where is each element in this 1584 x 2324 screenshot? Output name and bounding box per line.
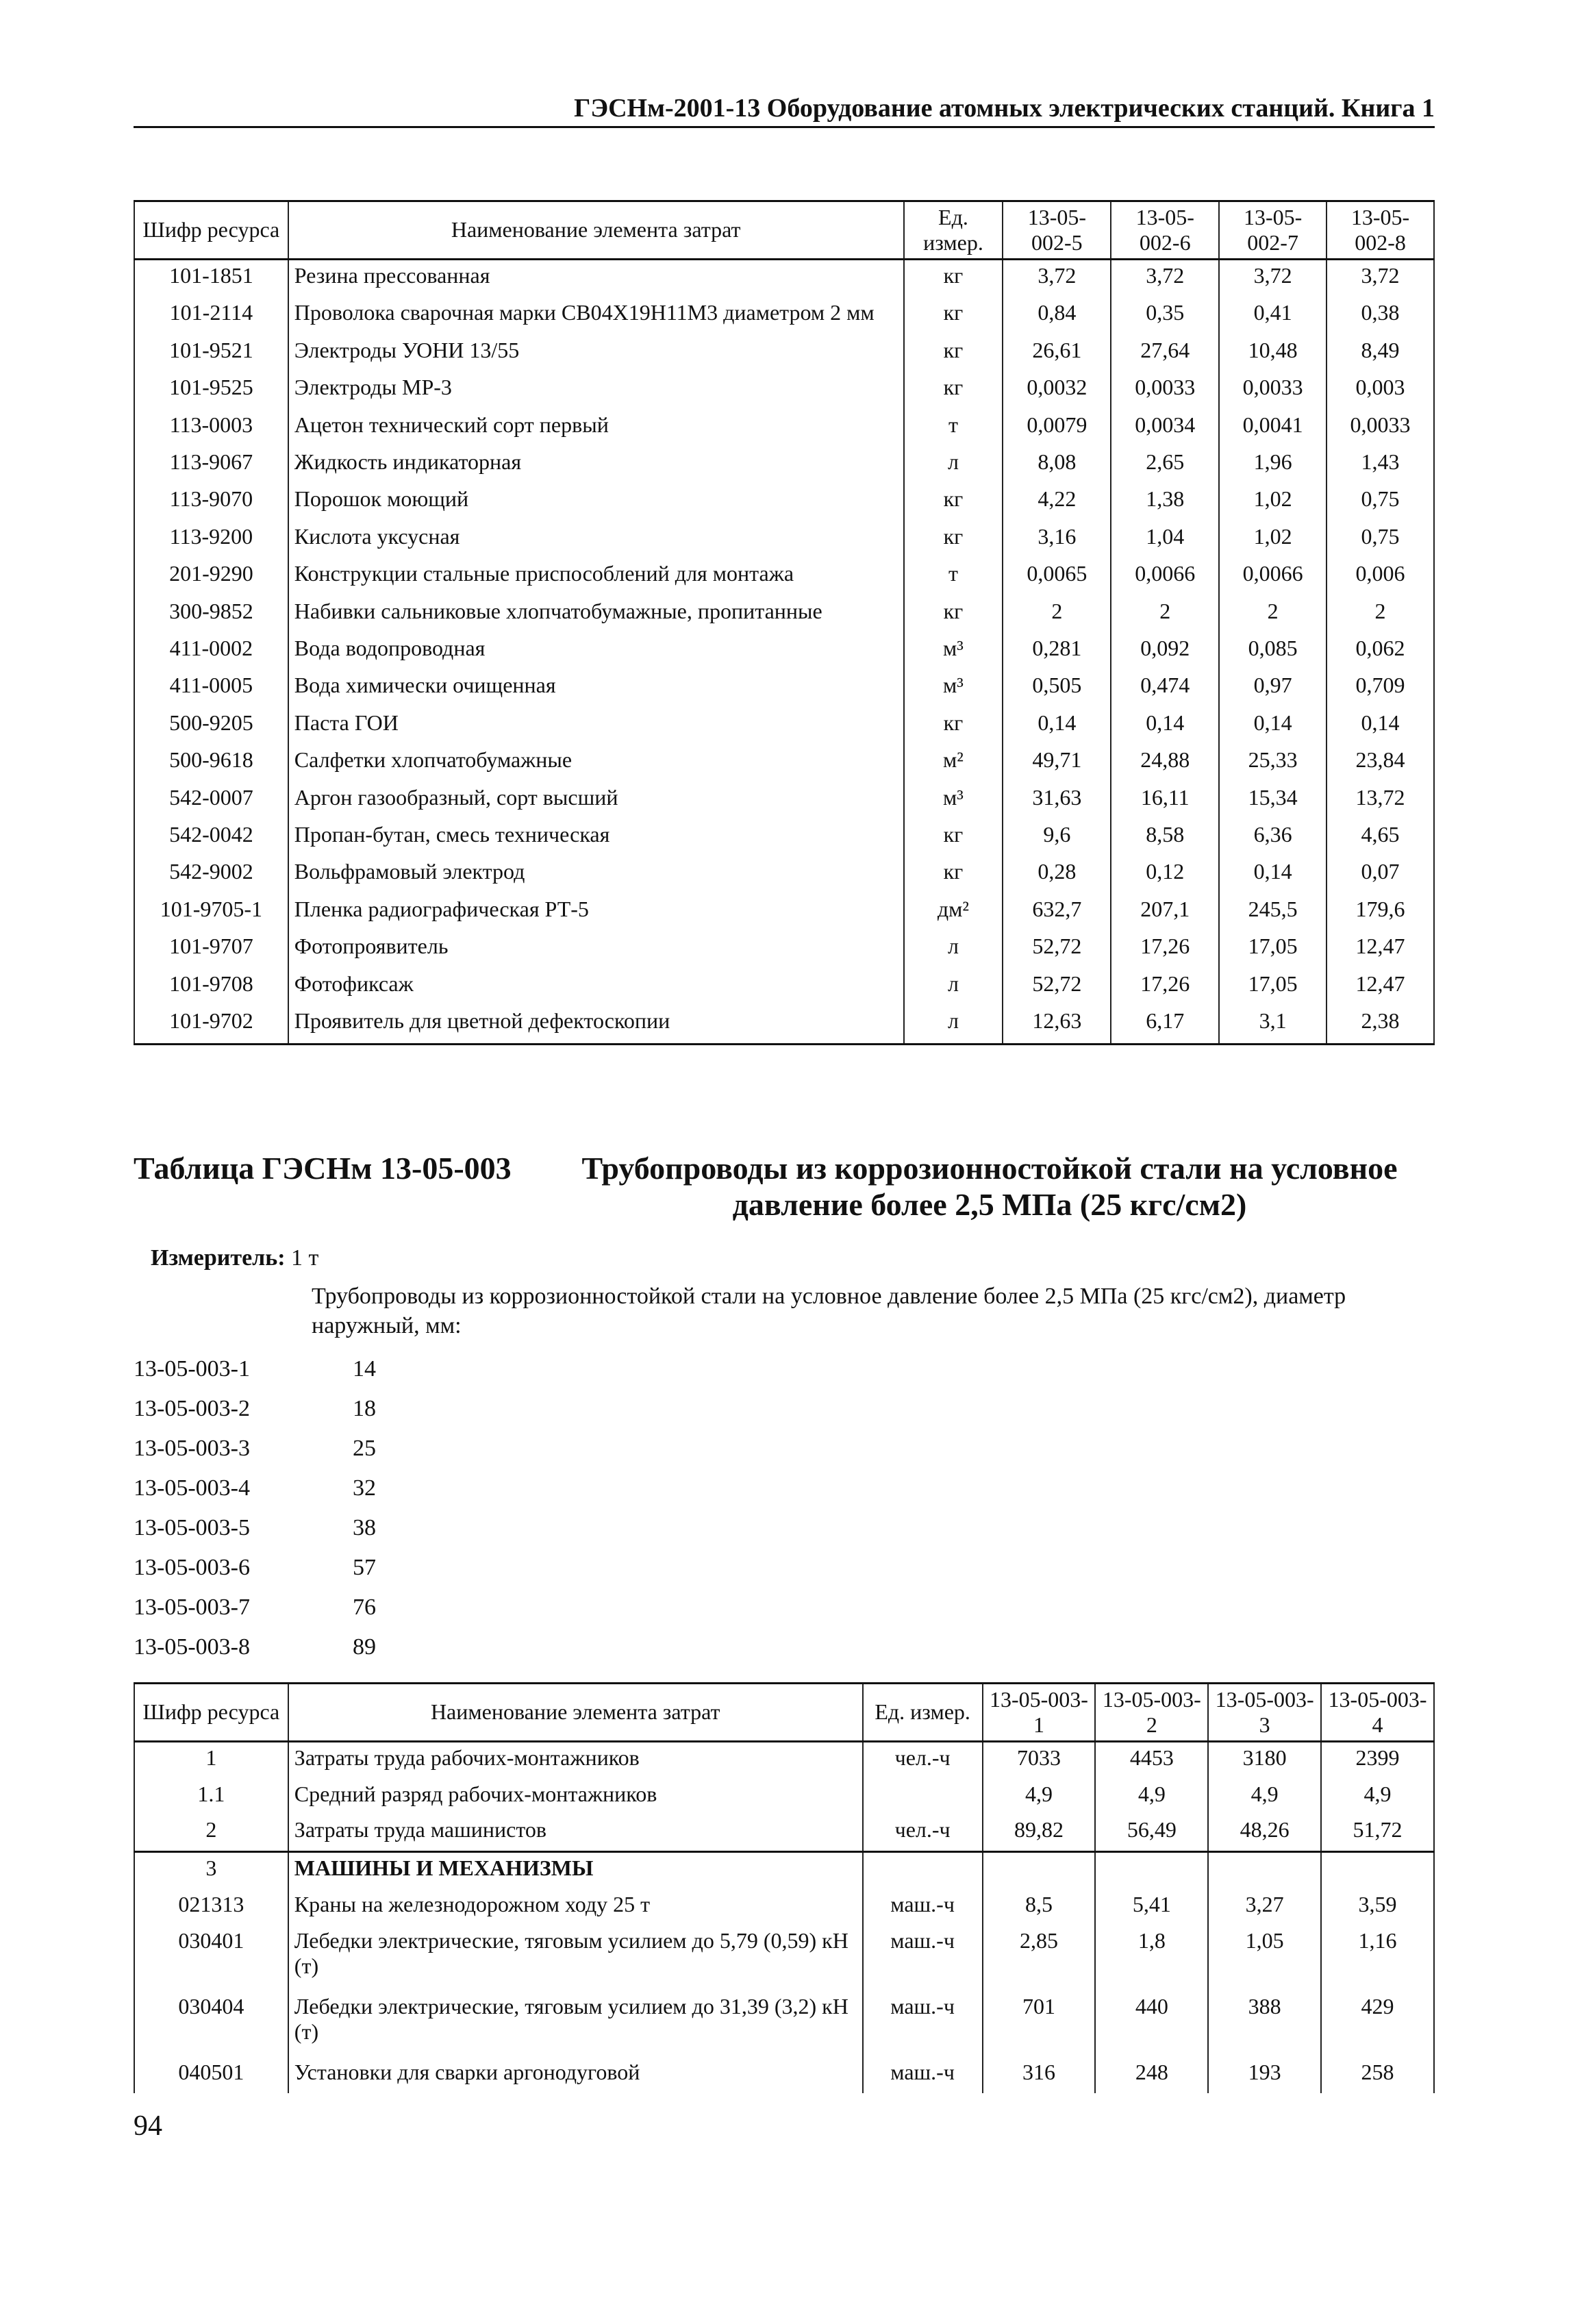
resource-value-1: 2	[1003, 596, 1111, 633]
table-row	[134, 1741, 1434, 1778]
col-header-variant-3: 13-05-003-3	[1208, 1684, 1321, 1742]
resource-code: 101-9521	[134, 335, 288, 372]
table-title-text: Трубопроводы из коррозионностойкой стали на условное давление более 2,5 МПа (25 кгс/см2)	[581, 1151, 1398, 1222]
table-row	[134, 856, 1434, 893]
table-row	[134, 782, 1434, 819]
resource-value-4: 3,72	[1327, 259, 1434, 297]
resource-unit: кг	[904, 259, 1003, 297]
resource-value-4: 12,47	[1327, 931, 1434, 968]
resource-value-1: 632,7	[1003, 894, 1111, 931]
resource-code: 1.1	[134, 1779, 288, 1815]
resource-value-1: 7033	[983, 1741, 1096, 1778]
variant-code: 13-05-003-5	[134, 1515, 250, 1540]
resource-value-4: 8,49	[1327, 335, 1434, 372]
col-header-name: Наименование элемента затрат	[288, 1684, 863, 1742]
col-header-code: Шифр ресурса	[134, 201, 288, 260]
resource-value-2: 1,38	[1111, 484, 1219, 521]
resource-value-3: 3180	[1208, 1741, 1321, 1778]
col-header-variant-2: 13-05-002-6	[1111, 201, 1219, 260]
resource-unit: кг	[904, 372, 1003, 409]
variant-row	[134, 1508, 376, 1548]
table-row	[134, 1991, 1434, 2057]
resource-code: 113-0003	[134, 410, 288, 447]
table-row	[134, 708, 1434, 745]
resource-value-2: 248	[1095, 2057, 1208, 2093]
resource-name: Краны на железнодорожном ходу 25 т	[288, 1889, 863, 1925]
resource-code: 201-9290	[134, 558, 288, 595]
resource-value-3: 15,34	[1219, 782, 1327, 819]
resource-value-4: 4,65	[1327, 819, 1434, 856]
resource-code: 101-9705-1	[134, 894, 288, 931]
variant-code: 13-05-003-6	[134, 1555, 250, 1580]
resource-unit: кг	[904, 708, 1003, 745]
resource-value-4: 13,72	[1327, 782, 1434, 819]
resource-value-2: 0,0034	[1111, 410, 1219, 447]
resource-value-1: 701	[983, 1991, 1096, 2057]
resource-code: 113-9067	[134, 447, 288, 484]
resource-name: Вода водопроводная	[288, 633, 904, 670]
table-row	[134, 335, 1434, 372]
resource-value-3: 0,41	[1219, 297, 1327, 334]
resource-value-1: 8,5	[983, 1889, 1096, 1925]
variant-row	[134, 1548, 376, 1588]
variant-diameter: 32	[353, 1475, 376, 1501]
resource-value-3	[1208, 1852, 1321, 1889]
table-row	[134, 2057, 1434, 2093]
resource-value-2: 0,35	[1111, 297, 1219, 334]
resource-unit: т	[904, 558, 1003, 595]
table-description: Трубопроводы из коррозионностойкой стали на условное давление более 2,5 МПа (25 кгс/см2), диаметр наружный, мм:	[312, 1284, 1346, 1338]
resource-value-3: 3,72	[1219, 259, 1327, 297]
table-row	[134, 969, 1434, 1005]
col-header-unit: Ед. измер.	[904, 201, 1003, 260]
resource-value-4: 179,6	[1327, 894, 1434, 931]
meter-value: 1 т	[291, 1245, 319, 1271]
resource-name: Аргон газообразный, сорт высший	[288, 782, 904, 819]
resource-code: 101-2114	[134, 297, 288, 334]
resource-unit: л	[904, 1005, 1003, 1044]
resource-value-4: 0,0033	[1327, 410, 1434, 447]
resource-code: 3	[134, 1852, 288, 1889]
resource-unit: кг	[904, 335, 1003, 372]
resource-name: Электроды УОНИ 13/55	[288, 335, 904, 372]
resource-value-2: 5,41	[1095, 1889, 1208, 1925]
resource-name: Вода химически очищенная	[288, 670, 904, 707]
page-number: 94	[134, 2110, 162, 2142]
variant-code: 13-05-003-7	[134, 1595, 250, 1620]
resource-value-2: 27,64	[1111, 335, 1219, 372]
resource-name: Порошок моющий	[288, 484, 904, 521]
table-row	[134, 745, 1434, 782]
resource-value-2: 2,65	[1111, 447, 1219, 484]
resource-unit: кг	[904, 521, 1003, 558]
variant-row	[134, 1588, 376, 1627]
resource-value-4: 51,72	[1321, 1814, 1434, 1851]
resource-value-2: 1,04	[1111, 521, 1219, 558]
meter-line	[151, 1245, 318, 1271]
resource-value-2: 6,17	[1111, 1005, 1219, 1044]
table-row	[134, 484, 1434, 521]
resource-unit: маш.-ч	[863, 1925, 983, 1991]
resource-value-2: 3,72	[1111, 259, 1219, 297]
resource-value-2: 16,11	[1111, 782, 1219, 819]
variant-code: 13-05-003-2	[134, 1396, 250, 1421]
resource-value-2: 0,0033	[1111, 372, 1219, 409]
resource-value-3: 2	[1219, 596, 1327, 633]
col-header-unit: Ед. измер.	[863, 1684, 983, 1742]
resource-value-4: 1,16	[1321, 1925, 1434, 1991]
table-header-row	[134, 201, 1434, 260]
variant-row	[134, 1429, 376, 1469]
resource-value-2: 0,474	[1111, 670, 1219, 707]
resource-value-4: 0,38	[1327, 297, 1434, 334]
resource-name: Набивки сальниковые хлопчатобумажные, пропитанные	[288, 596, 904, 633]
resource-code: 021313	[134, 1889, 288, 1925]
resource-unit: чел.-ч	[863, 1741, 983, 1778]
resource-value-1: 316	[983, 2057, 1096, 2093]
resource-name: Кислота уксусная	[288, 521, 904, 558]
col-header-variant-1: 13-05-003-1	[983, 1684, 1096, 1742]
meter-label: Измеритель:	[151, 1245, 286, 1271]
resource-code: 113-9200	[134, 521, 288, 558]
resource-value-2: 17,26	[1111, 931, 1219, 968]
resource-unit: маш.-ч	[863, 1889, 983, 1925]
variant-diameter: 76	[353, 1595, 376, 1620]
resource-name: Затраты труда рабочих-монтажников	[288, 1741, 863, 1778]
resource-value-1: 12,63	[1003, 1005, 1111, 1044]
resource-name: Пленка радиографическая РТ-5	[288, 894, 904, 931]
resource-code: 300-9852	[134, 596, 288, 633]
table-row	[134, 558, 1434, 595]
resource-code: 411-0005	[134, 670, 288, 707]
table-row	[134, 297, 1434, 334]
resource-value-1: 52,72	[1003, 969, 1111, 1005]
resource-code: 542-9002	[134, 856, 288, 893]
resource-value-1: 89,82	[983, 1814, 1096, 1851]
resource-value-2: 207,1	[1111, 894, 1219, 931]
resource-value-4: 1,43	[1327, 447, 1434, 484]
resource-code: 101-9525	[134, 372, 288, 409]
resource-value-1: 0,28	[1003, 856, 1111, 893]
variant-code: 13-05-003-3	[134, 1436, 250, 1461]
resource-unit: л	[904, 931, 1003, 968]
table-row	[134, 410, 1434, 447]
resource-value-1: 9,6	[1003, 819, 1111, 856]
variant-row	[134, 1469, 376, 1508]
resource-name: Проявитель для цветной дефектоскопии	[288, 1005, 904, 1044]
resource-code: 500-9205	[134, 708, 288, 745]
resource-value-4: 0,062	[1327, 633, 1434, 670]
resource-unit: м³	[904, 670, 1003, 707]
resource-value-2: 56,49	[1095, 1814, 1208, 1851]
resource-name: Лебедки электрические, тяговым усилием до 5,79 (0,59) кН (т)	[288, 1925, 863, 1991]
resource-value-3: 48,26	[1208, 1814, 1321, 1851]
variant-diameter: 25	[353, 1436, 376, 1461]
resource-name: Жидкость индикаторная	[288, 447, 904, 484]
resource-code: 542-0042	[134, 819, 288, 856]
resource-value-1: 4,22	[1003, 484, 1111, 521]
resource-value-4: 0,07	[1327, 856, 1434, 893]
resource-code: 101-9707	[134, 931, 288, 968]
resource-value-3: 0,14	[1219, 856, 1327, 893]
resource-value-1: 0,0032	[1003, 372, 1111, 409]
resource-code: 040501	[134, 2057, 288, 2093]
col-header-name: Наименование элемента затрат	[288, 201, 904, 260]
resource-unit: маш.-ч	[863, 2057, 983, 2093]
resource-value-2: 0,092	[1111, 633, 1219, 670]
col-header-variant-2: 13-05-003-2	[1095, 1684, 1208, 1742]
resource-value-3: 245,5	[1219, 894, 1327, 931]
variant-diameter: 38	[353, 1515, 376, 1540]
resource-value-2: 0,12	[1111, 856, 1219, 893]
resource-name: Фотопроявитель	[288, 931, 904, 968]
table-row	[134, 633, 1434, 670]
resource-value-3: 6,36	[1219, 819, 1327, 856]
resource-value-3: 0,0066	[1219, 558, 1327, 595]
resource-value-3: 3,1	[1219, 1005, 1327, 1044]
resource-value-3: 1,02	[1219, 521, 1327, 558]
table-row	[134, 1779, 1434, 1815]
resource-code: 542-0007	[134, 782, 288, 819]
resource-value-4: 4,9	[1321, 1779, 1434, 1815]
resource-name: Вольфрамовый электрод	[288, 856, 904, 893]
col-header-variant-4: 13-05-003-4	[1321, 1684, 1434, 1742]
resource-value-3: 0,14	[1219, 708, 1327, 745]
resource-unit: дм²	[904, 894, 1003, 931]
table-row	[134, 372, 1434, 409]
resource-value-2: 0,14	[1111, 708, 1219, 745]
table-row	[134, 1852, 1434, 1889]
resource-value-1: 2,85	[983, 1925, 1096, 1991]
col-header-variant-1: 13-05-002-5	[1003, 201, 1111, 260]
resource-value-2	[1095, 1852, 1208, 1889]
resource-value-2: 2	[1111, 596, 1219, 633]
resource-name: МАШИНЫ И МЕХАНИЗМЫ	[288, 1852, 863, 1889]
table-row	[134, 447, 1434, 484]
resource-name: Паста ГОИ	[288, 708, 904, 745]
resource-value-1	[983, 1852, 1096, 1889]
resource-unit: л	[904, 447, 1003, 484]
resource-value-3: 3,27	[1208, 1889, 1321, 1925]
variant-diameter: 89	[353, 1634, 376, 1660]
resources-table-003	[134, 1682, 1435, 2093]
variant-code: 13-05-003-1	[134, 1356, 250, 1382]
table-row	[134, 1814, 1434, 1851]
resource-value-4: 0,14	[1327, 708, 1434, 745]
resource-value-1: 3,16	[1003, 521, 1111, 558]
resource-unit: м³	[904, 782, 1003, 819]
resource-code: 1	[134, 1741, 288, 1778]
variant-diameter: 18	[353, 1396, 376, 1421]
resource-value-4: 2	[1327, 596, 1434, 633]
variant-code: 13-05-003-4	[134, 1475, 250, 1501]
resource-value-4: 0,003	[1327, 372, 1434, 409]
resource-value-2: 4453	[1095, 1741, 1208, 1778]
resource-value-1: 52,72	[1003, 931, 1111, 968]
resource-code: 030401	[134, 1925, 288, 1991]
resource-value-3: 193	[1208, 2057, 1321, 2093]
table-row	[134, 670, 1434, 707]
resource-value-4: 0,709	[1327, 670, 1434, 707]
running-header: ГЭСНм-2001-13 Оборудование атомных электрических станций. Книга 1	[134, 93, 1435, 128]
resource-value-2: 17,26	[1111, 969, 1219, 1005]
resource-value-2: 8,58	[1111, 819, 1219, 856]
resources-table-002	[134, 200, 1435, 1045]
resource-unit	[863, 1852, 983, 1889]
resource-value-1: 31,63	[1003, 782, 1111, 819]
resource-value-4: 3,59	[1321, 1889, 1434, 1925]
resource-unit: кг	[904, 856, 1003, 893]
resource-value-2: 1,8	[1095, 1925, 1208, 1991]
resource-value-1: 0,505	[1003, 670, 1111, 707]
resource-unit	[863, 1779, 983, 1815]
variant-row	[134, 1389, 376, 1429]
resource-value-3: 1,05	[1208, 1925, 1321, 1991]
resource-code: 2	[134, 1814, 288, 1851]
resource-unit: м³	[904, 633, 1003, 670]
variant-list	[134, 1349, 376, 1667]
variant-row	[134, 1349, 376, 1389]
resource-value-4: 0,75	[1327, 484, 1434, 521]
resource-name: Резина прессованная	[288, 259, 904, 297]
resource-value-2: 440	[1095, 1991, 1208, 2057]
resource-name: Салфетки хлопчатобумажные	[288, 745, 904, 782]
col-header-variant-3: 13-05-002-7	[1219, 201, 1327, 260]
resource-value-4: 23,84	[1327, 745, 1434, 782]
table-row	[134, 819, 1434, 856]
resource-code: 101-9708	[134, 969, 288, 1005]
resource-name: Ацетон технический сорт первый	[288, 410, 904, 447]
table-header-row	[134, 1684, 1434, 1742]
resource-name: Пропан-бутан, смесь техническая	[288, 819, 904, 856]
resource-value-3: 0,085	[1219, 633, 1327, 670]
resource-unit: чел.-ч	[863, 1814, 983, 1851]
variant-diameter: 57	[353, 1555, 376, 1580]
table-row	[134, 894, 1434, 931]
resource-value-1: 8,08	[1003, 447, 1111, 484]
resource-value-4: 0,006	[1327, 558, 1434, 595]
resource-name: Затраты труда машинистов	[288, 1814, 863, 1851]
resource-name: Средний разряд рабочих-монтажников	[288, 1779, 863, 1815]
resource-code: 030404	[134, 1991, 288, 2057]
resource-value-1: 0,281	[1003, 633, 1111, 670]
resource-value-4: 2,38	[1327, 1005, 1434, 1044]
table-title	[134, 1151, 1435, 1223]
resource-unit: кг	[904, 596, 1003, 633]
resource-value-1: 0,84	[1003, 297, 1111, 334]
resource-code: 101-9702	[134, 1005, 288, 1044]
table-row	[134, 1889, 1434, 1925]
resource-value-2: 4,9	[1095, 1779, 1208, 1815]
resource-value-3: 1,96	[1219, 447, 1327, 484]
resource-unit: л	[904, 969, 1003, 1005]
table-row	[134, 1925, 1434, 1991]
resource-value-1: 26,61	[1003, 335, 1111, 372]
resource-value-3: 17,05	[1219, 969, 1327, 1005]
resource-name: Установки для сварки аргонодуговой	[288, 2057, 863, 2093]
resource-value-3: 0,0033	[1219, 372, 1327, 409]
resource-value-3: 10,48	[1219, 335, 1327, 372]
resource-code: 411-0002	[134, 633, 288, 670]
resource-name: Лебедки электрические, тяговым усилием до 31,39 (3,2) кН (т)	[288, 1991, 863, 2057]
resource-value-3: 4,9	[1208, 1779, 1321, 1815]
resource-value-3: 17,05	[1219, 931, 1327, 968]
variant-code: 13-05-003-8	[134, 1634, 250, 1660]
resource-value-3: 0,97	[1219, 670, 1327, 707]
resource-unit: м²	[904, 745, 1003, 782]
resource-value-1: 0,0065	[1003, 558, 1111, 595]
resource-value-3: 1,02	[1219, 484, 1327, 521]
table-row	[134, 521, 1434, 558]
resource-value-1: 4,9	[983, 1779, 1096, 1815]
resource-code: 113-9070	[134, 484, 288, 521]
resource-unit: кг	[904, 819, 1003, 856]
table-row	[134, 596, 1434, 633]
col-header-variant-4: 13-05-002-8	[1327, 201, 1434, 260]
resource-value-4	[1321, 1852, 1434, 1889]
table-row	[134, 259, 1434, 297]
table-title-label: Таблица ГЭСНм 13-05-003	[134, 1151, 512, 1186]
resource-code: 101-1851	[134, 259, 288, 297]
resource-value-3: 0,0041	[1219, 410, 1327, 447]
resource-unit: маш.-ч	[863, 1991, 983, 2057]
resource-value-1: 0,0079	[1003, 410, 1111, 447]
resource-value-1: 49,71	[1003, 745, 1111, 782]
resource-value-1: 0,14	[1003, 708, 1111, 745]
table-row	[134, 931, 1434, 968]
resource-value-3: 388	[1208, 1991, 1321, 2057]
col-header-code: Шифр ресурса	[134, 1684, 288, 1742]
resource-unit: кг	[904, 484, 1003, 521]
resource-name: Фотофиксаж	[288, 969, 904, 1005]
resource-value-4: 12,47	[1327, 969, 1434, 1005]
resource-value-4: 258	[1321, 2057, 1434, 2093]
resource-name: Электроды МР-3	[288, 372, 904, 409]
variant-row	[134, 1627, 376, 1667]
resource-name: Проволока сварочная марки СВ04Х19Н11М3 диаметром 2 мм	[288, 297, 904, 334]
resource-value-4: 429	[1321, 1991, 1434, 2057]
resource-value-4: 0,75	[1327, 521, 1434, 558]
variant-diameter: 14	[353, 1356, 376, 1382]
resource-value-3: 25,33	[1219, 745, 1327, 782]
table-row	[134, 1005, 1434, 1044]
resource-value-2: 24,88	[1111, 745, 1219, 782]
resource-code: 500-9618	[134, 745, 288, 782]
resource-value-4: 2399	[1321, 1741, 1434, 1778]
resource-name: Конструкции стальные приспособлений для монтажа	[288, 558, 904, 595]
resource-unit: т	[904, 410, 1003, 447]
resource-unit: кг	[904, 297, 1003, 334]
resource-value-2: 0,0066	[1111, 558, 1219, 595]
resource-value-1: 3,72	[1003, 259, 1111, 297]
